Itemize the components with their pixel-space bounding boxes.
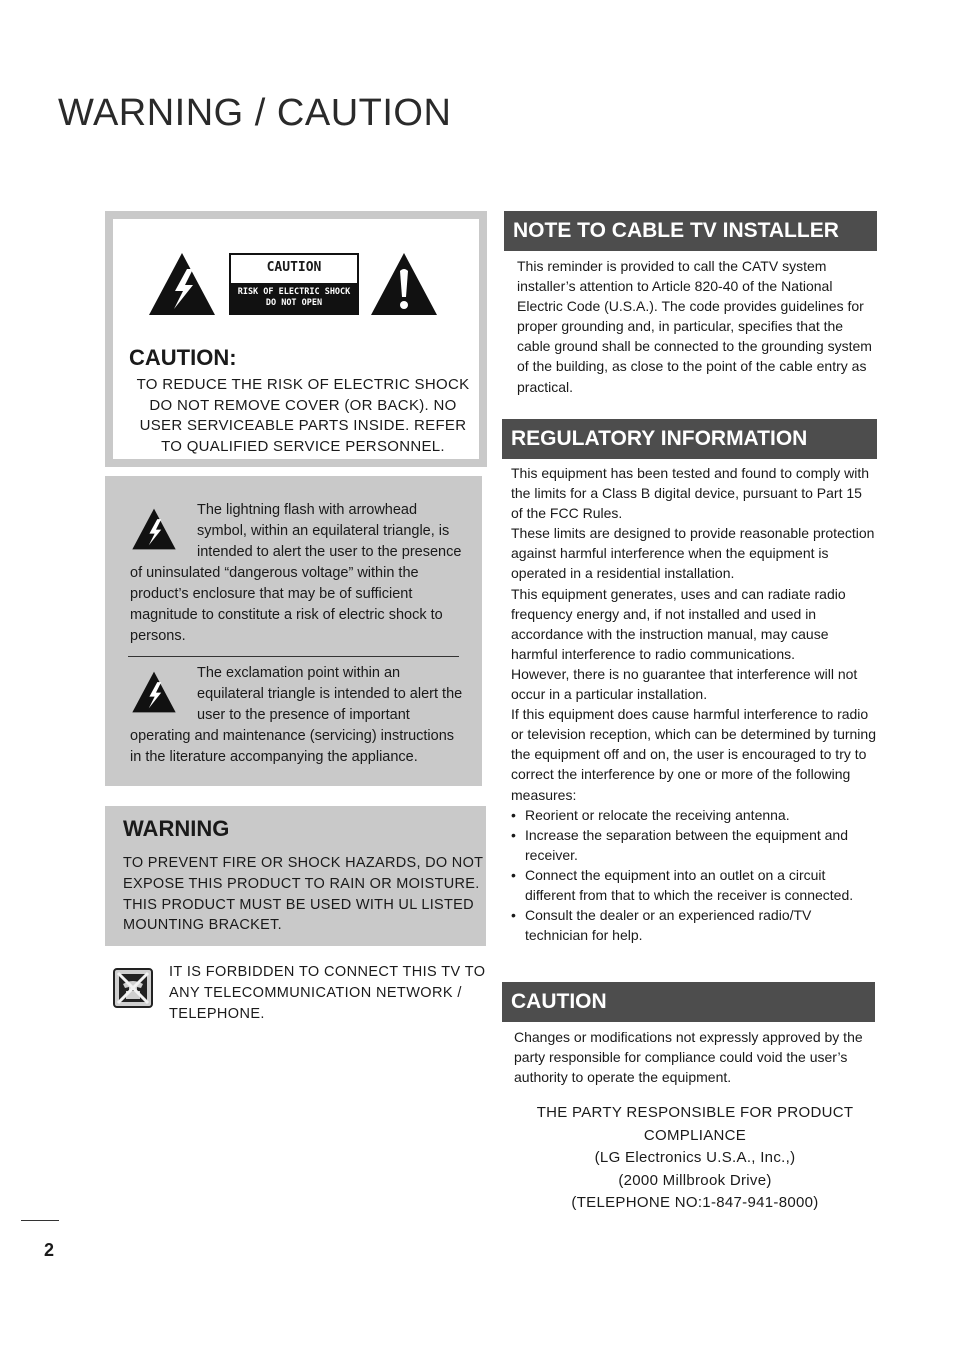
exclamation-triangle-icon <box>369 251 439 317</box>
telecom-text: IT IS FORBIDDEN TO CONNECT THIS TV TO ANY TELECOMMUNICATION NETWORK / TELEPHONE. <box>169 964 486 1022</box>
responsible-party <box>520 1102 870 1215</box>
responsible-party-title: THE PARTY RESPONSIBLE FOR PRODUCT COMPLIANCE <box>536 1104 854 1144</box>
exclamation-explanation-text: The exclamation point within an equilateral triangle is intended to alert the user to the presence of important operating and maintenance (servicing) instructions in the literature accompanying the appliance. <box>130 665 463 765</box>
regulatory-body <box>511 463 877 945</box>
caution-symbol-row <box>147 251 447 321</box>
caution-label-line2: DO NOT OPEN <box>265 298 323 308</box>
symbols-divider <box>128 656 459 657</box>
lightning-triangle-icon <box>131 670 177 714</box>
lightning-explanation <box>130 500 465 647</box>
list-item: • Reorient or relocate the receiving antenna. <box>511 805 877 825</box>
caution-text: TO REDUCE THE RISK OF ELECTRIC SHOCK DO NOT REMOVE COVER (OR BACK). NO USER SERVICEABLE PARTS INSIDE. REFER TO QUALIFIED SERVICE PERSONNEL. <box>136 376 470 455</box>
lightning-triangle-icon <box>147 251 217 317</box>
list-item: • Consult the dealer or an experienced radio/TV technician for help. <box>511 905 877 945</box>
symbols-explanation-panel <box>105 476 482 786</box>
regulatory-paragraph-5: If this equipment does cause harmful interference to radio or television reception, which can be determined by turning the equipment off and on, the user is encouraged to try to correct the interference by one or more of the following measures: <box>511 706 876 803</box>
list-item: • Connect the equipment into an outlet on a circuit different from that to which the receiver is connected. <box>511 865 877 905</box>
caution-heading: CAUTION: <box>129 345 237 370</box>
regulatory-heading: REGULATORY INFORMATION <box>502 419 877 459</box>
regulatory-paragraph-2: These limits are designed to provide reasonable protection against harmful interference when the equipment is operated in a residential installation. <box>511 525 875 582</box>
warning-heading: WARNING <box>123 816 230 841</box>
responsible-party-address: (2000 Millbrook Drive) <box>618 1171 772 1189</box>
no-telephone-icon <box>113 968 153 1008</box>
responsible-party-company: (LG Electronics U.S.A., Inc.,) <box>594 1149 796 1166</box>
caution-label-line1: RISK OF ELECTRIC SHOCK <box>237 287 351 297</box>
cable-installer-heading: NOTE TO CABLE TV INSTALLER <box>504 211 877 251</box>
cable-installer-text: This reminder is provided to call the CATV system installer’s attention to Article 820-40 of the National Electric Code (U.S.A.). The code provides guidelines for proper grounding and, in particular, specifies that the cable ground shall be connected to the grounding system of the building, as close to the point of the cable entry as practical. <box>517 258 872 395</box>
caution-label-inner <box>113 219 479 459</box>
caution-label-title: CAUTION <box>266 260 322 275</box>
page-title: WARNING / CAUTION <box>58 92 452 134</box>
regulatory-measures-list <box>511 805 877 946</box>
responsible-party-phone: (TELEPHONE NO:1-847-941-8000) <box>571 1194 819 1211</box>
warning-panel <box>105 806 486 946</box>
lightning-explanation-text: The lightning flash with arrowhead symbol, within an equilateral triangle, is intended to alert the user to the presence of uninsulated “dangerous voltage” within the product’s enclosure that may be of sufficient magnitude to constitute a risk of electric shock to persons. <box>130 502 462 644</box>
footer-rule <box>21 1220 59 1221</box>
lightning-triangle-icon <box>131 507 177 551</box>
regulatory-paragraph-1: This equipment has been tested and found to comply with the limits for a Class B digital device, pursuant to Part 15 of the FCC Rules. <box>511 465 869 522</box>
list-item: • Increase the separation between the equipment and receiver. <box>511 825 877 865</box>
caution-section-heading: CAUTION <box>502 982 875 1022</box>
regulatory-paragraph-4: However, there is no guarantee that interference will not occur in a particular installation. <box>511 665 858 703</box>
caution-section-text: Changes or modifications not expressly approved by the party responsible for compliance could void the user’s authority to operate the equipment. <box>514 1029 863 1086</box>
caution-label-warning <box>231 283 357 313</box>
caution-label-panel <box>105 211 487 467</box>
exclamation-explanation <box>130 663 465 768</box>
regulatory-paragraph-3: This equipment generates, uses and can radiate radio frequency energy and, if not installed and used in accordance with the instruction manual, may cause harmful interference to radio communications. <box>511 585 846 662</box>
warning-text: TO PREVENT FIRE OR SHOCK HAZARDS, DO NOT EXPOSE THIS PRODUCT TO RAIN OR MOISTURE. THIS PRODUCT MUST BE USED WITH UL LISTED MOUNTING BRACKET. <box>123 855 484 934</box>
caution-label <box>229 253 359 315</box>
page-number: 2 <box>44 1240 55 1260</box>
